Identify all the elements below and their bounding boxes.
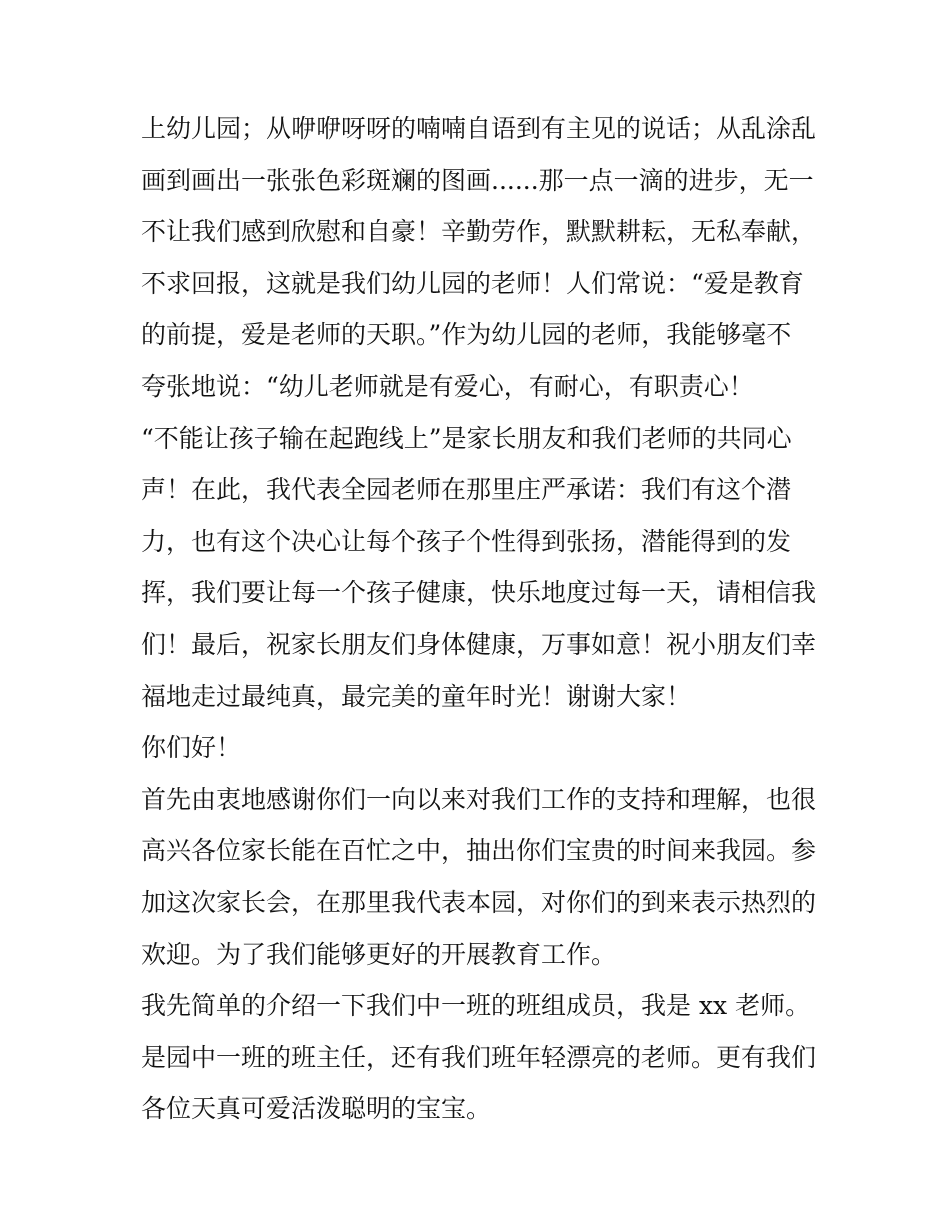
- text-line: 挥，我们要让每一个孩子健康，快乐地度过每一天，请相信我: [141, 578, 817, 608]
- text-line: 声！在此，我代表全园老师在那里庄严承诺：我们有这个潜: [141, 475, 792, 505]
- text-line: 高兴各位家长能在百忙之中，抽出你们宝贵的时间来我园。参: [141, 836, 817, 866]
- text-line: 加这次家长会，在那里我代表本园，对你们的到来表示热烈的: [141, 887, 817, 917]
- text-line: 欢迎。为了我们能够更好的开展教育工作。: [141, 939, 617, 969]
- text-line: “不能让孩子输在起跑线上”是家长朋友和我们老师的共同心: [141, 423, 792, 453]
- text-line: 各位天真可爱活泼聪明的宝宝。: [141, 1094, 492, 1124]
- text-line: 的前提，爱是老师的天职。”作为幼儿园的老师，我能够毫不: [141, 320, 792, 350]
- text-line: 们！最后，祝家长朋友们身体健康，万事如意！祝小朋友们幸: [141, 629, 817, 659]
- text-line: 你们好！: [141, 733, 242, 763]
- text-line: 力，也有这个决心让每个孩子个性得到张扬，潜能得到的发: [141, 526, 792, 556]
- text-line: 不求回报，这就是我们幼儿园的老师！人们常说：“爱是教育: [141, 268, 804, 298]
- text-line: 不让我们感到欣慰和自豪！辛勤劳作，默默耕耘，无私奉献，: [141, 217, 817, 247]
- text-line: 首先由衷地感谢你们一向以来对我们工作的支持和理解，也很: [141, 784, 817, 814]
- text-line: 夸张地说：“幼儿老师就是有爱心，有耐心，有职责心！: [141, 371, 754, 401]
- text-line: 画到画出一张张色彩斑斓的图画......那一点一滴的进步，无一: [141, 165, 814, 195]
- text-line: 是园中一班的班主任，还有我们班年轻漂亮的老师。更有我们: [141, 1042, 817, 1072]
- text-line: 上幼儿园；从咿咿呀呀的喃喃自语到有主见的说话；从乱涂乱: [141, 114, 817, 143]
- document-body: [141, 103, 821, 1135]
- text-line: 福地走过最纯真，最完美的童年时光！谢谢大家！: [141, 681, 692, 711]
- text-line: 我先简单的介绍一下我们中一班的班组成员，我是 xx 老师。: [141, 991, 811, 1021]
